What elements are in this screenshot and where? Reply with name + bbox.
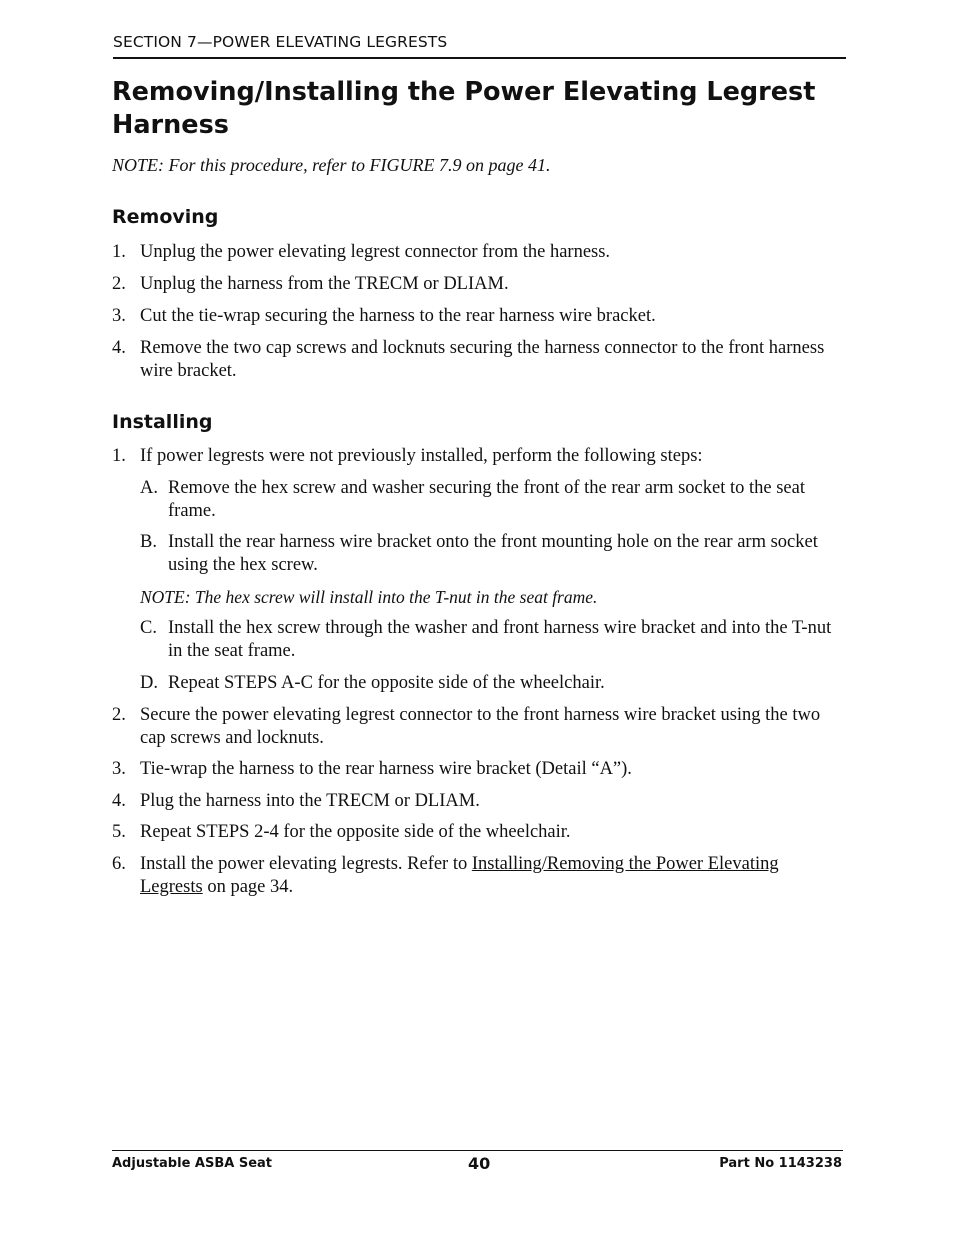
substep-text: Install the hex screw through the washer and front harness wire bracket and into the T-nut in the seat frame.	[168, 618, 832, 661]
substep-letter: B.	[140, 532, 157, 552]
step-text: Plug the harness into the TRECM or DLIAM.	[140, 791, 480, 811]
step-text: If power legrests were not previously installed, perform the following steps:	[140, 446, 703, 466]
step-text-prefix: Install the power elevating legrests. Refer to	[140, 854, 472, 874]
step-text: Tie-wrap the harness to the rear harness wire bracket (Detail “A”).	[140, 759, 632, 779]
step-text: Remove the two cap screws and locknuts securing the harness connector to the front harness wire bracket.	[140, 338, 825, 381]
substep-text: Repeat STEPS A-C for the opposite side of the wheelchair.	[168, 673, 605, 693]
step-number: 5.	[112, 822, 126, 842]
footer-product: Adjustable ASBA Seat	[112, 1156, 272, 1171]
substep-text: Install the rear harness wire bracket onto the front mounting hole on the rear arm socket using the hex screw.	[168, 532, 818, 575]
step-number: 4.	[112, 338, 126, 358]
step-text	[140, 853, 842, 899]
page-header	[113, 31, 846, 59]
substep-letter: C.	[140, 618, 157, 638]
procedure-note: NOTE: For this procedure, refer to FIGURE 7.9 on page 41.	[112, 155, 551, 175]
step-text: Repeat STEPS 2-4 for the opposite side of the wheelchair.	[140, 822, 571, 842]
step-number: 2.	[112, 274, 126, 294]
installing-heading: Installing	[112, 411, 213, 433]
step-text: Secure the power elevating legrest connector to the front harness wire bracket using the two cap screws and locknuts.	[140, 705, 821, 748]
hex-screw-note: NOTE: The hex screw will install into the T-nut in the seat frame.	[140, 587, 598, 607]
step-number: 1.	[112, 242, 126, 262]
step-text-suffix: on page 34.	[202, 877, 294, 897]
step-number: 4.	[112, 791, 126, 811]
step-text: Cut the tie-wrap securing the harness to the rear harness wire bracket.	[140, 306, 656, 326]
step-number: 2.	[112, 705, 126, 725]
footer-page-number: 40	[468, 1154, 491, 1173]
step-number: 6.	[112, 854, 126, 874]
step-number: 3.	[112, 306, 126, 326]
cross-reference-link[interactable]: Installing/Removing the Power Elevating Legrests	[140, 854, 779, 897]
step-number: 3.	[112, 759, 126, 779]
substep-letter: D.	[140, 673, 158, 693]
substep-text: Remove the hex screw and washer securing the front of the rear arm socket to the seat frame.	[168, 478, 805, 521]
page-title: Removing/Installing the Power Elevating Legrest Harness	[112, 77, 816, 140]
footer-part-number: Part No 1143238	[719, 1156, 842, 1171]
section-header: SECTION 7—POWER ELEVATING LEGRESTS	[113, 33, 448, 51]
substep-letter: A.	[140, 478, 158, 498]
removing-heading: Removing	[112, 206, 219, 228]
step-text: Unplug the power elevating legrest connector from the harness.	[140, 242, 611, 262]
step-text: Unplug the harness from the TRECM or DLIAM.	[140, 274, 509, 294]
footer-rule	[112, 1150, 843, 1151]
step-number: 1.	[112, 446, 126, 466]
